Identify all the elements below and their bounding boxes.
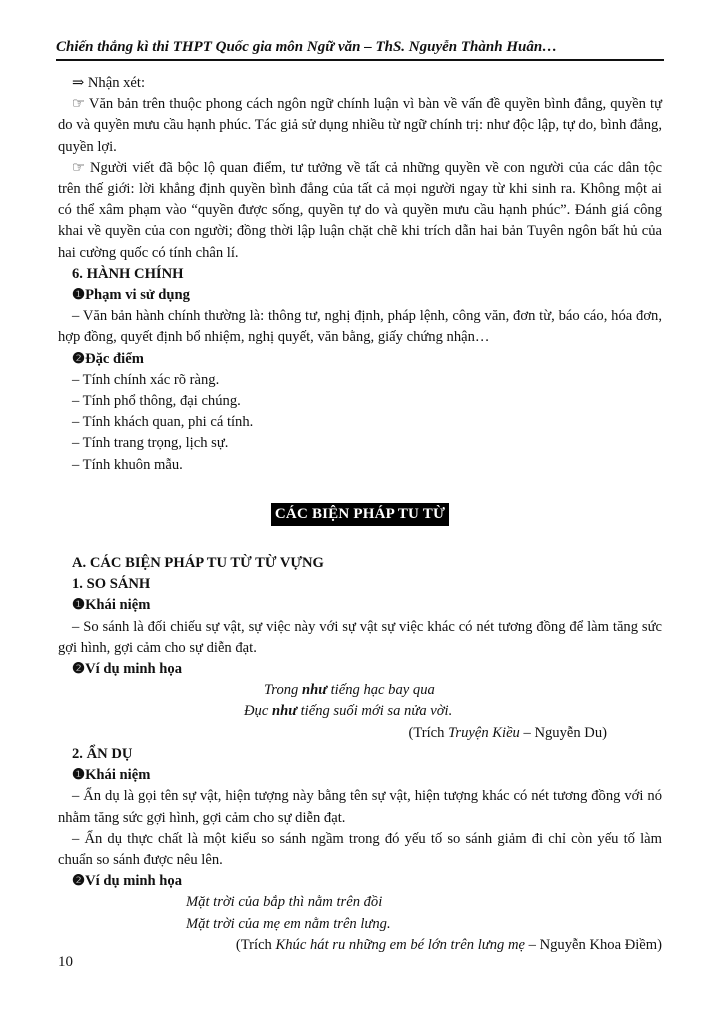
page-header: Chiến thắng kì thi THPT Quốc gia môn Ngữ văn – ThS. Nguyễn Thành Huân…	[56, 38, 664, 61]
metaphor-concept-text-2: – Ẩn dụ thực chất là một kiểu so sánh ngầm trong đó yếu tố so sánh giảm đi chỉ còn yếu tố làm chuẩn so sánh được nêu lên.	[58, 830, 662, 868]
metaphor-heading: 2. ẨN DỤ	[72, 745, 133, 762]
list-item: – Tính phổ thông, đại chúng.	[72, 393, 241, 410]
section-a-heading: A. CÁC BIỆN PHÁP TU TỪ TỪ VỰNG	[72, 555, 324, 572]
metaphor-poem-line-1: Mặt trời của bắp thì nằm trên đồi	[186, 894, 383, 911]
remark-label: ⇒ Nhận xét:	[72, 75, 146, 91]
banner-title: CÁC BIỆN PHÁP TU TỪ	[271, 503, 449, 526]
list-item: – Tính khách quan, phi cá tính.	[72, 414, 254, 431]
compare-concept-heading: ❶Khái niệm	[72, 597, 151, 614]
compare-example-heading: ❷Ví dụ minh họa	[72, 661, 183, 678]
compare-poem-line-2: Đục như tiếng suối mới sa nửa vời.	[244, 703, 453, 720]
section-banner	[58, 503, 662, 526]
list-item: – Tính khuôn mẫu.	[72, 456, 183, 473]
admin-scope-heading: ❶Phạm vi sử dụng	[72, 287, 190, 304]
metaphor-concept-text-1: – Ẩn dụ là gọi tên sự vật, hiện tượng này bằng tên sự vật, hiện tượng khác có nét tương đồng với nó nhằm tăng sức gợi hình, gợi cảm cho sự diễn đạt.	[58, 788, 662, 826]
admin-scope-text: – Văn bản hành chính thường là: thông tư, nghị định, pháp lệnh, công văn, đơn từ, báo cáo, hóa đơn, hợp đồng, quyết định bổ nhiệm, nghị quyết, văn bằng, giấy chứng nhận…	[58, 308, 662, 346]
metaphor-concept-heading: ❶Khái niệm	[72, 767, 151, 784]
compare-citation: (Trích Truyện Kiều – Nguyễn Du)	[408, 724, 607, 741]
compare-concept-text: – So sánh là đối chiếu sự vật, sự việc này với sự vật sự việc khác có nét tương đồng để làm tăng sức gợi hình, gợi cảm cho sự diễn đạt.	[58, 618, 662, 656]
page-number: 10	[58, 954, 73, 970]
intro-paragraph-2: ☞ Người viết đã bộc lộ quan điểm, tư tưởng về tất cả những quyền về con người của các dân tộc trên thế giới: lời khẳng định quyền bình đẳng của tất cả mọi người ngay từ khi sinh ra. Không một ai có thể xâm phạm vào “quyền được sống, quyền tự do và quyền mưu cầu hạnh phúc”. Đánh giá công khai về quyền của con người; đồng thời lập luận chặt chẽ khi trích dẫn hai bản Tuyên ngôn bất hủ của hai cường quốc có tính chân lí.	[58, 159, 662, 261]
compare-heading: 1. SO SÁNH	[72, 576, 151, 593]
list-item: – Tính chính xác rõ ràng.	[72, 371, 220, 388]
compare-poem-line-1: Trong như tiếng hạc bay qua	[264, 682, 435, 699]
page-content	[58, 73, 662, 956]
metaphor-citation: (Trích Khúc hát ru những em bé lớn trên lưng mẹ – Nguyễn Khoa Điềm)	[235, 936, 662, 953]
metaphor-example-heading: ❷Ví dụ minh họa	[72, 873, 183, 890]
admin-features-heading: ❷Đặc điểm	[72, 350, 144, 367]
metaphor-poem-line-2: Mặt trời của mẹ em nằm trên lưng.	[186, 915, 391, 932]
admin-features-list	[58, 370, 662, 476]
admin-heading: 6. HÀNH CHÍNH	[72, 265, 184, 282]
intro-paragraph-1: ☞ Văn bản trên thuộc phong cách ngôn ngữ chính luận vì bàn về vấn đề quyền bình đẳng, quyền tự do và quyền mưu cầu hạnh phúc. Tác giả sử dụng nhiều từ ngữ chính trị: như độc lập, tự do, bình đẳng, quyền lợi.	[58, 96, 662, 155]
list-item: – Tính trang trọng, lịch sự.	[72, 435, 229, 452]
